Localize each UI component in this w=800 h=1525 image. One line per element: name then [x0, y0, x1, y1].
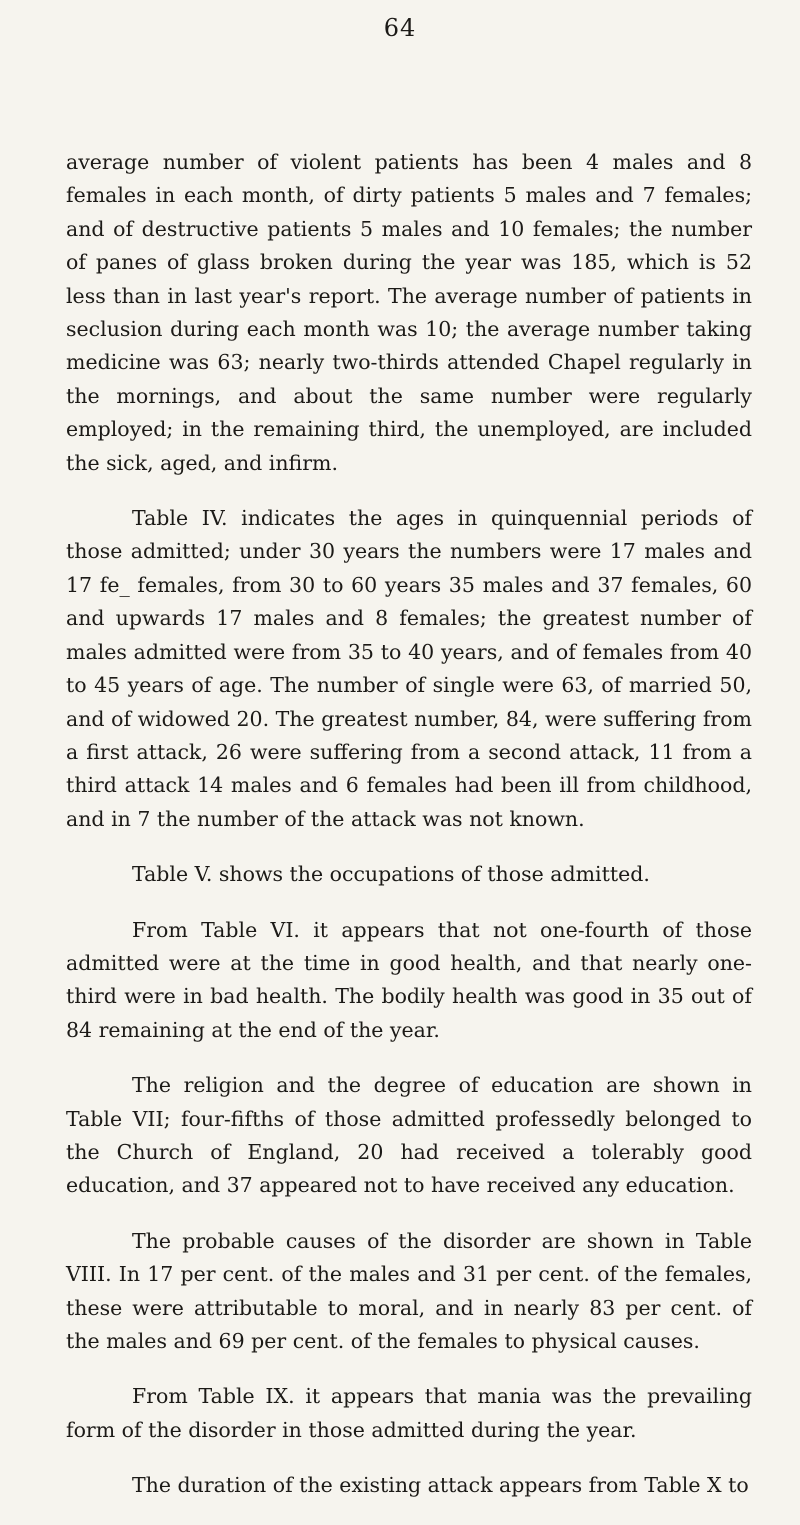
paragraph-table-v-occupations: Table V. shows the occupations of those admitted. [132, 862, 650, 887]
paragraph-table-vi-health: From Table VI. it appears that not one-fourth of those admitted were at the time in good health, and that nearly one-third were in bad health. The bodily health was good in 35 out of 84 remaining at the end of the year. [66, 917, 752, 1042]
paragraph-table-iv-ages: Table IV. indicates the ages in quinquennial periods of those admitted; under 30 years the numbers were 17 males and 17 fe_ females, from 30 to 60 years 35 males and 37 females, 60 and upwards 17 males and 8 females; the greatest number of males admitted were from 35 to 40 years, and of females from 40 to 45 years of age. The number of single were 63, of married 50, and of widowed 20. The greatest number, 84, were suffering from a first attack, 26 were suffering from a second attack, 11 from a third attack 14 males and 6 females had been ill from childhood, and in 7 the number of the attack was not known. [66, 506, 752, 831]
paragraph-table-ix-mania: From Table IX. it appears that mania was the prevailing form of the disorder in those admitted during the year. [66, 1384, 752, 1442]
page-number: 64 [383, 14, 417, 42]
paragraph-table-viii-causes: The probable causes of the disorder are shown in Table VIII. In 17 per cent. of the males and 31 per cent. of the females, these were attributable to moral, and in nearly 83 per cent. of the males and 69 per cent. of the females to physical causes. [66, 1228, 752, 1353]
paragraph-violent-patients: average number of violent patients has been 4 males and 8 females in each month, of dirty patients 5 males and 7 females; and of destructive patients 5 males and 10 females; the number of panes of glass broken during the year was 185, which is 52 less than in last year's report. The average number of patients in seclusion during each month was 10; the average number taking medicine was 63; nearly two-thirds attended Chapel regularly in the mornings, and about the same number were regularly employed; in the remaining third, the unemployed, are included the sick, aged, and infirm. [66, 150, 752, 475]
paragraph-table-vii-religion: The religion and the degree of education are shown in Table VII; four-fifths of those admitted professedly belonged to the Church of England, 20 had received a tolerably good education, and 37 appeared not to have received any education. [66, 1073, 752, 1198]
body-text [66, 146, 752, 1525]
paragraph-table-x-duration: The duration of the existing attack appears from Table X to [132, 1473, 749, 1498]
